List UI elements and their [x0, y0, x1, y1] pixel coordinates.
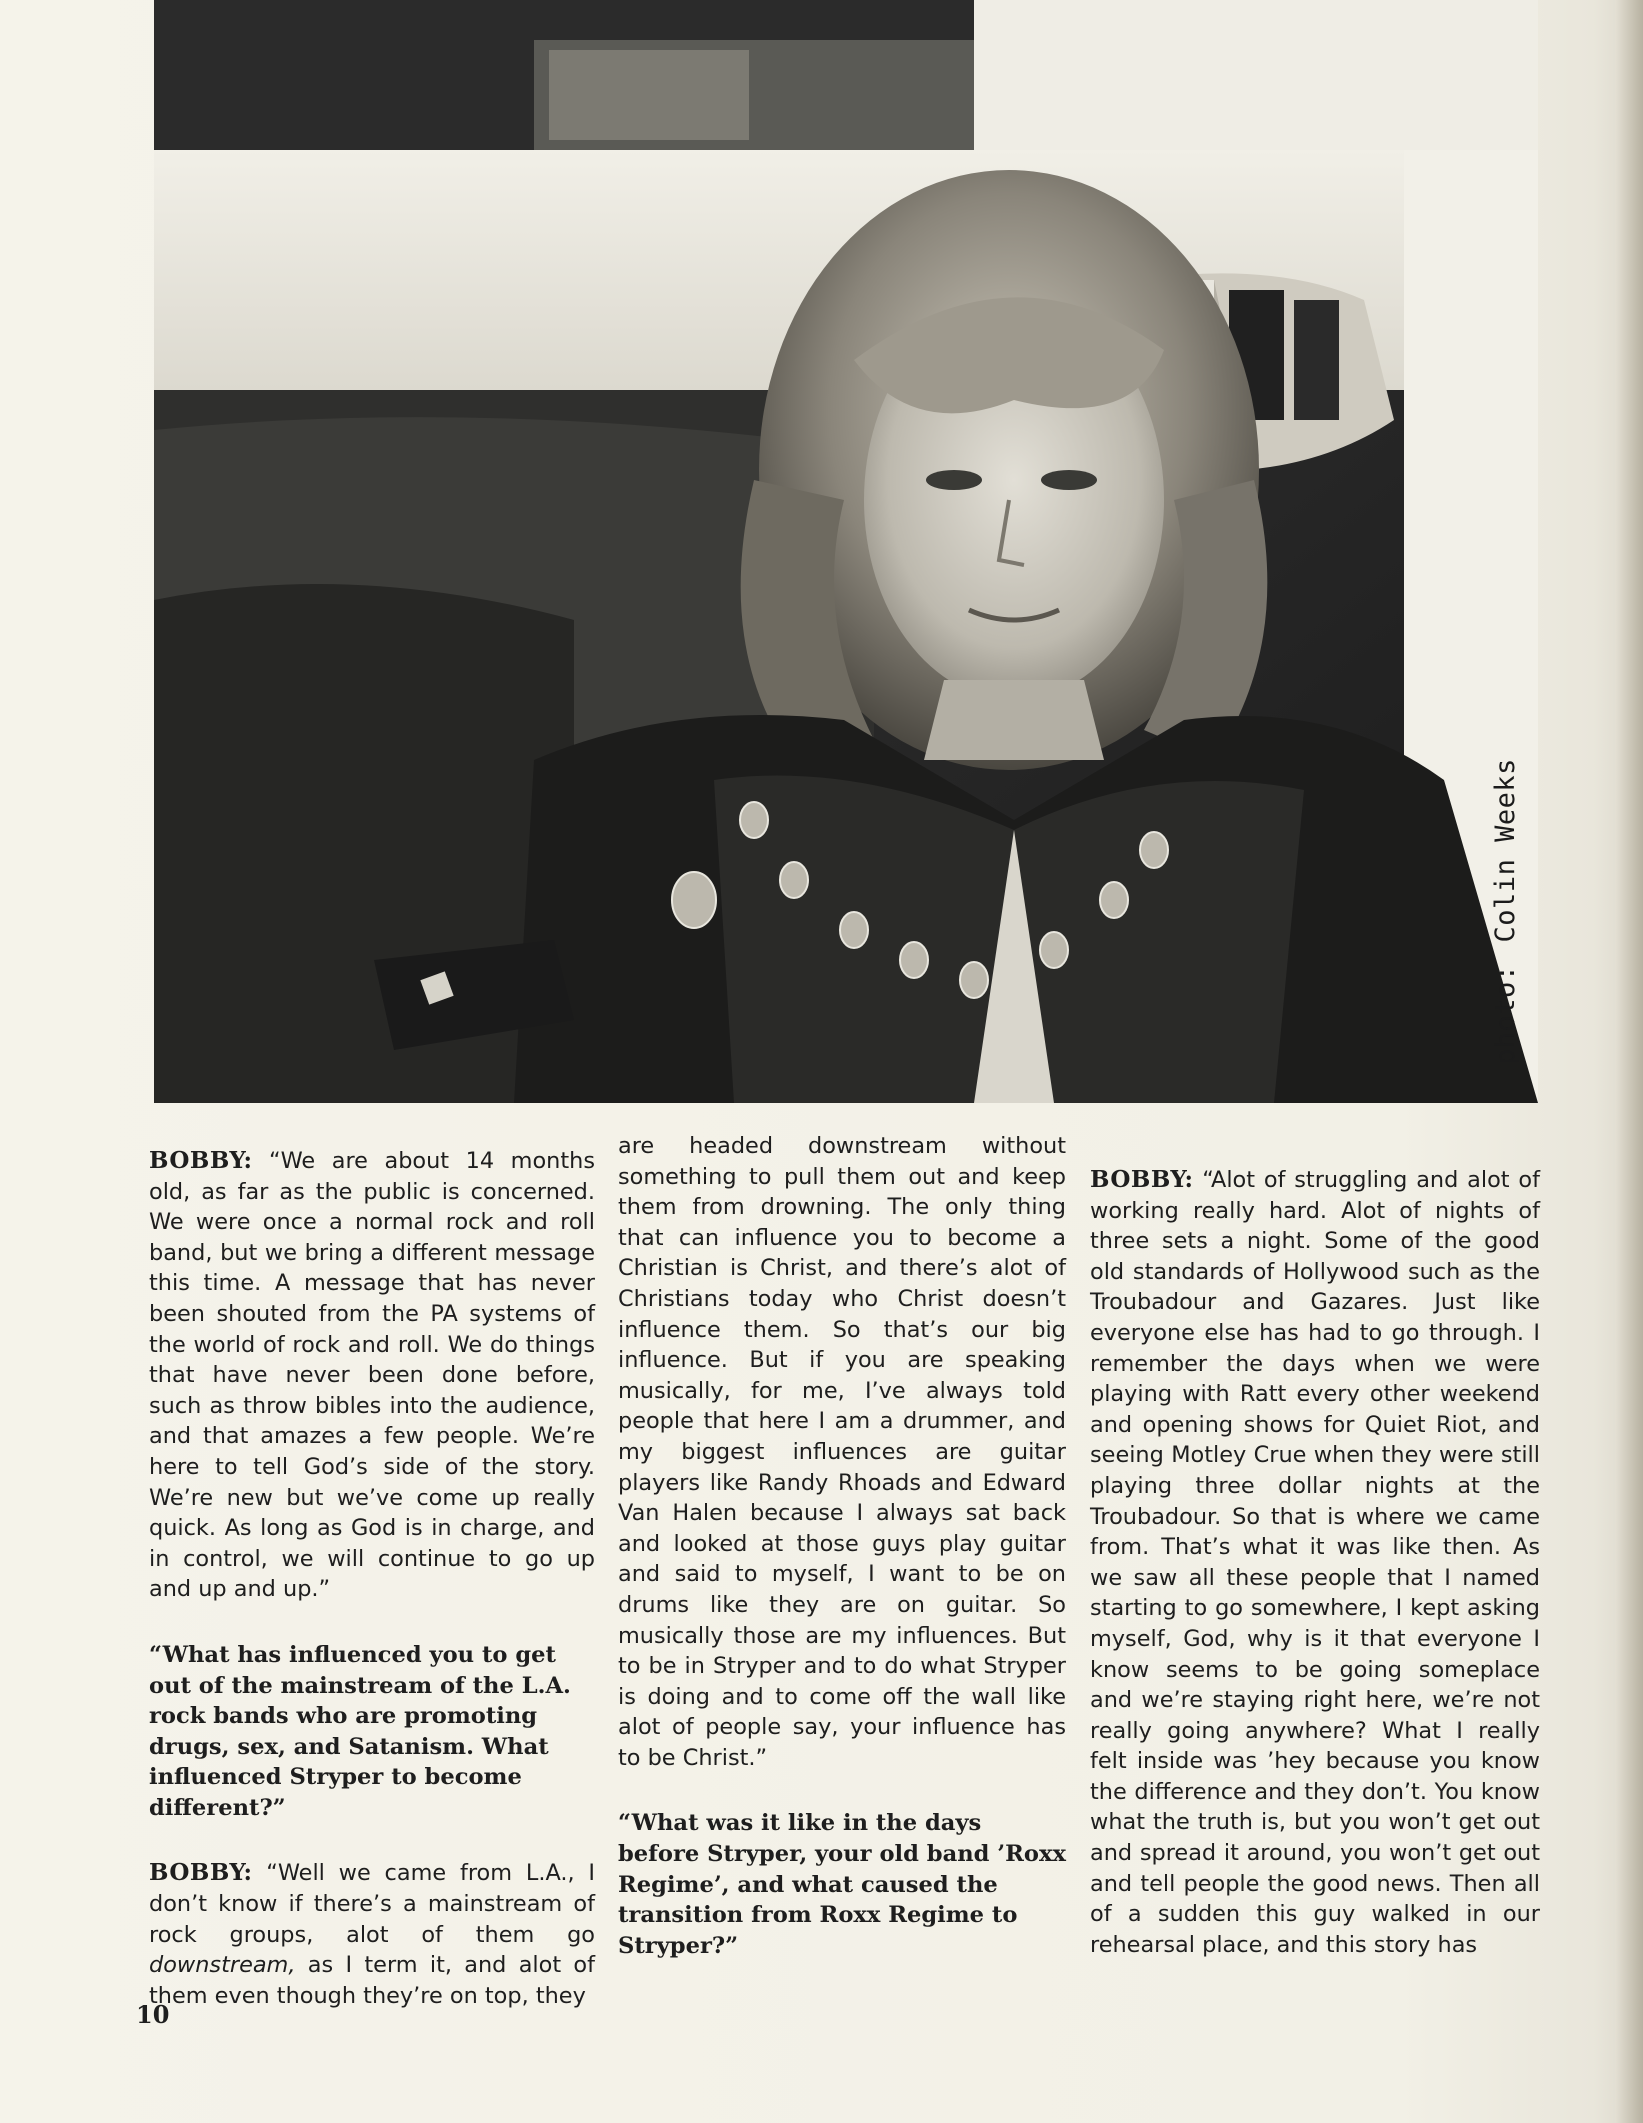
answer-paragraph: [149, 1146, 595, 1605]
speaker-label: BOBBY:: [149, 1859, 253, 1887]
photo-credit-name: Colin Weeks: [1490, 758, 1521, 943]
answer-text: “Alot of struggling and alot of working really hard. Alot of nights of three sets a night. Some of the good old standards of Hollywood such as the Troubadour and Gazares. Just like everyone else has had to go through. I remember the days when we were playing with Ratt every other weekend and opening shows for Quiet Riot, and seeing Motley Crue when they were still playing three dollar nights at the Troubadour. So that is where we came from. That’s what it was like then. As we saw all these people that I named starting to go somewhere, I kept asking myself, God, why is it that everyone I know seems to be going someplace and we’re staying right here, we’re not really going anywhere? What I really felt inside was ’hey because you know the difference and they don’t. You know what the truth is, but you won’t get out and spread it around, you won’t get out and tell people the good news. Then all of a sudden this guy walked in our rehearsal place, and this story has: [1090, 1167, 1540, 1958]
speaker-label: BOBBY:: [1090, 1166, 1194, 1193]
answer-text: “Well we came from L.A., I don’t know if there’s a mainstream of rock groups, alot of them go: [149, 1860, 595, 1948]
answer-text: “We are about 14 months old, as far as the public is concerned. We were once a normal rock and roll band, but we bring a different message this time. A message that has never been shouted from the PA systems of the world of rock and roll. We do things that have never been done before, such as throw bibles into the audience, and that amazes a few people. We’re here to tell God’s side of the story. We’re new but we’ve come up really quick. As long as God is in charge, and in control, we will continue to go up and up and up.”: [149, 1148, 595, 1603]
answer-paragraph: are headed downstream without something to pull them out and keep them from drowning. The only thing that can influence you to become a Christian is Christ, and there’s alot of Christians today who Christ doesn’t influence them. So that’s our big influence. But if you are speaking musically, for me, I’ve always told people that here I am a drummer, and my biggest influences are guitar players like Randy Rhoads and Edward Van Halen because I always sat back and looked at those guys play guitar and said to myself, I want to be on drums like they are on guitar. So musically those are my influences. But to be in Stryper and to do what Stryper is doing and to come off the wall like alot of people say, your influence has to be Christ.”: [618, 1133, 1066, 1771]
emphasized-word: downstream,: [149, 1952, 296, 1979]
answer-paragraph: [149, 1858, 595, 2011]
photo-credit-label: photo:: [1490, 964, 1521, 1065]
photograph: [154, 0, 1538, 1103]
article-column-3: [1090, 1165, 1540, 1960]
page-number: 10: [136, 2000, 170, 2029]
answer-text: as I term it, and alot of them even though they’re on top, they: [149, 1952, 595, 2009]
interview-question: “What was it like in the days before Stryper, your old band ’Roxx Regime’, and what caused the transition from Roxx Regime to Stryper?”: [618, 1810, 1066, 1959]
photo-illustration: [154, 0, 1538, 1103]
answer-paragraph: [1090, 1165, 1540, 1960]
photo-credit: [1490, 736, 1521, 1065]
article-column-2: [618, 1131, 1066, 1961]
interview-question: “What has influenced you to get out of the mainstream of the L.A. rock bands who are promoting drugs, sex, and Satanism. What influenced Stryper to become different?”: [149, 1641, 571, 1821]
article-column-1: [149, 1146, 595, 2011]
speaker-label: BOBBY:: [149, 1147, 253, 1174]
page-edge-shadow: [1615, 0, 1643, 2123]
